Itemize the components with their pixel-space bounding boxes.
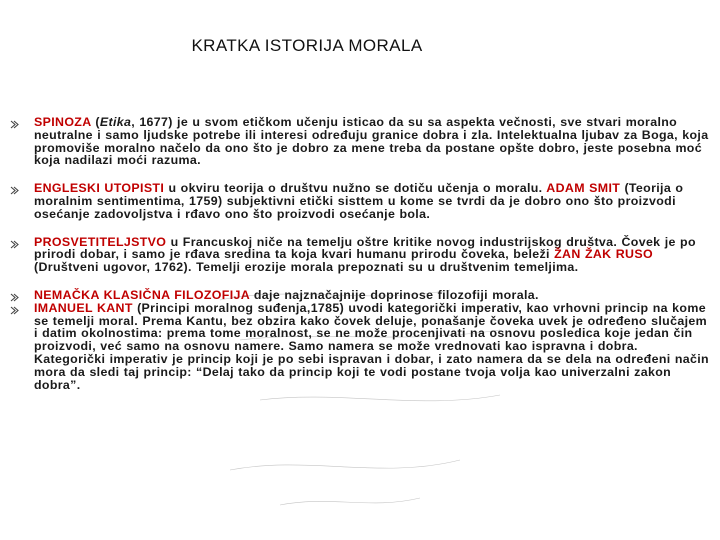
page-title: KRATKA ISTORIJA MORALA bbox=[191, 36, 423, 55]
body-text: (Teorija o moralnim sentimentima, 1759) subjektivni etički sisttem u kome se tvrdi da je dobro ono što proizvodi osećanje zadovoljstva i rđavo ono što proizvodi osećanje bola. bbox=[34, 181, 684, 221]
highlighted-name: ENGLESKI UTOPISTI bbox=[34, 181, 165, 196]
list-item bbox=[10, 302, 710, 392]
list-item bbox=[10, 182, 710, 220]
list-item bbox=[10, 236, 710, 274]
bullet-text bbox=[34, 182, 710, 220]
body-text: u okviru teorija o društvu nužno se dotiču učenja o moralu. bbox=[164, 181, 547, 196]
body-text: daje najznačajnije doprinose filozofiji morala. bbox=[249, 287, 539, 302]
italic-work-title: Etika bbox=[99, 115, 132, 129]
highlighted-name: SPINOZA bbox=[34, 115, 92, 129]
bullet-text bbox=[34, 302, 710, 392]
bullet-list bbox=[10, 116, 710, 406]
body-text: (Principi moralnog suđenja,1785) uvodi kategorički imperativ, kao vrhovni princip na kome se temelji moral. Prema Kantu, bez obzira kako čovek deluje, ponašanje čoveka uvek je određeno slučajem i datim okolnostima: prema tome moralnost, se ne može procenjivati na osnovu posledica koje jedan čin proizvodi, već samo na osnovu namere. Samo namera se može vrednovati kao ispravna i dobra. Kategorički imperativ je princip koji je po sebi ispravan i dobar, i zato namera da se dela na određeni način mora da sledi taj princip: “Delaj tako da princip koji te vodi postane tvoja volja kao univerzalni zakon dobra”. bbox=[34, 300, 709, 392]
highlighted-name: ADAM SMIT bbox=[546, 181, 621, 196]
list-item bbox=[10, 116, 710, 167]
highlighted-name: ŽAN ŽAK RUSO bbox=[554, 247, 653, 262]
highlighted-name: PROSVETITELJSTVO bbox=[34, 234, 167, 249]
ornate-bullet-icon bbox=[10, 305, 20, 316]
body-text: (Društveni ugovor, 1762). Temelji erozije morala prepoznati su u društvenim temeljima. bbox=[34, 260, 579, 275]
ornate-bullet-icon bbox=[10, 119, 20, 130]
ornate-bullet-icon bbox=[10, 239, 20, 250]
highlighted-name: NEMAČKA KLASIČNA FILOZOFIJA bbox=[34, 287, 250, 302]
body-text: u Francuskoj niče na temelju oštre kritike novog industrijskog društva. Čovek je po prirodi dobar, i samo je rđava sredina ta koja kvari humanu prirodu čoveka, beleži bbox=[34, 234, 696, 262]
bullet-text bbox=[34, 236, 710, 274]
ornate-bullet-icon bbox=[10, 185, 20, 196]
highlighted-name: IMANUEL KANT bbox=[34, 300, 133, 315]
bullet-text bbox=[34, 116, 710, 167]
body-text: ( bbox=[91, 115, 100, 129]
body-text: , 1677) je u svom etičkom učenju isticao da su sa aspekta večnosti, sve stvari moralno neutralne i samo ljudske potrebe ili interesi određuju granice dobra i zla. Intelektualna ljubav za Boga, koja promoviše moralno načelo da ono što je dobro za mene treba da postane opšte dobro, jeste posebna moć koja nadilazi moći razuma. bbox=[34, 115, 709, 168]
